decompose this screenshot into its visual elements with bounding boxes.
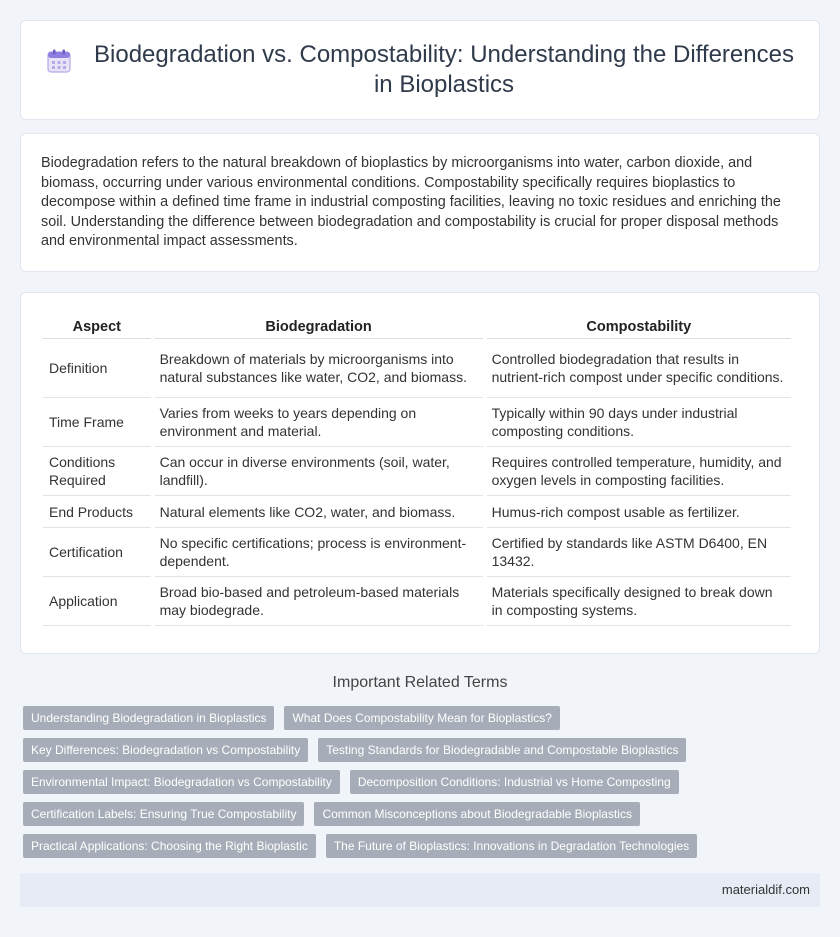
calendar-icon <box>46 48 72 74</box>
table-cell: Materials specifically designed to break down in composting systems. <box>487 577 791 626</box>
footer <box>20 873 820 907</box>
table-header-compostability: Compostability <box>487 313 791 339</box>
table-cell: Humus-rich compost usable as fertilizer. <box>487 496 791 528</box>
comparison-table <box>39 313 795 626</box>
related-term-tag[interactable]: Certification Labels: Ensuring True Compostability <box>23 802 304 826</box>
related-term-tag[interactable]: Understanding Biodegradation in Bioplastics <box>23 706 274 730</box>
related-term-tag[interactable]: Environmental Impact: Biodegradation vs Compostability <box>23 770 340 794</box>
related-term-tag[interactable]: Key Differences: Biodegradation vs Compostability <box>23 738 308 762</box>
table-cell: Certified by standards like ASTM D6400, EN 13432. <box>487 528 791 577</box>
table-row <box>43 447 791 496</box>
table-cell: Broad bio-based and petroleum-based materials may biodegrade. <box>155 577 483 626</box>
table-cell-aspect: Definition <box>43 339 151 398</box>
table-cell: Requires controlled temperature, humidity, and oxygen levels in composting facilities. <box>487 447 791 496</box>
related-term-tag[interactable]: Decomposition Conditions: Industrial vs Home Composting <box>350 770 679 794</box>
table-cell: Typically within 90 days under industrial composting conditions. <box>487 398 791 447</box>
tag-row <box>23 738 823 762</box>
footer-site-link[interactable]: materialdif.com <box>721 882 810 897</box>
table-header-row <box>43 313 791 339</box>
tag-row <box>23 834 823 858</box>
table-row <box>43 577 791 626</box>
page-title: Biodegradation vs. Compostability: Understanding the Differences in Bioplastics <box>94 41 794 98</box>
tag-row <box>23 706 823 730</box>
related-terms-title: Important Related Terms <box>332 674 508 691</box>
table-cell-aspect: Conditions Required <box>43 447 151 496</box>
related-term-tag[interactable]: What Does Compostability Mean for Bioplastics? <box>284 706 559 730</box>
table-cell: Natural elements like CO2, water, and biomass. <box>155 496 483 528</box>
table-cell: Varies from weeks to years depending on environment and material. <box>155 398 483 447</box>
related-terms-list <box>23 706 823 866</box>
table-cell: Breakdown of materials by microorganisms into natural substances like water, CO2, and biomass. <box>155 339 483 398</box>
comparison-table-card <box>20 292 820 654</box>
related-term-tag[interactable]: Testing Standards for Biodegradable and Compostable Bioplastics <box>318 738 686 762</box>
table-cell-aspect: Application <box>43 577 151 626</box>
tag-row <box>23 802 823 826</box>
intro-paragraph: Biodegradation refers to the natural breakdown of bioplastics by microorganisms into water, carbon dioxide, and biomass, occurring under various environmental conditions. Compostability specifically requires bioplastics to decompose within a defined time frame in industrial composting facilities, leaving no toxic residues and enriching the soil. Understanding the difference between biodegradation and compostability is crucial for proper disposal methods and environmental impact assessments. <box>41 155 781 249</box>
table-cell-aspect: Time Frame <box>43 398 151 447</box>
table-row <box>43 496 791 528</box>
intro-card <box>20 133 820 272</box>
header-content <box>46 40 794 100</box>
header-card <box>20 20 820 120</box>
table-cell-aspect: End Products <box>43 496 151 528</box>
related-term-tag[interactable]: Practical Applications: Choosing the Right Bioplastic <box>23 834 316 858</box>
table-cell: No specific certifications; process is environment-dependent. <box>155 528 483 577</box>
table-cell-aspect: Certification <box>43 528 151 577</box>
table-cell: Controlled biodegradation that results in nutrient-rich compost under specific conditions. <box>487 339 791 398</box>
table-header-aspect: Aspect <box>43 313 151 339</box>
table-row <box>43 398 791 447</box>
table-cell: Can occur in diverse environments (soil, water, landfill). <box>155 447 483 496</box>
tag-row <box>23 770 823 794</box>
related-term-tag[interactable]: The Future of Bioplastics: Innovations in Degradation Technologies <box>326 834 697 858</box>
table-header-biodegradation: Biodegradation <box>155 313 483 339</box>
table-row <box>43 339 791 398</box>
related-term-tag[interactable]: Common Misconceptions about Biodegradable Bioplastics <box>314 802 640 826</box>
table-row <box>43 528 791 577</box>
